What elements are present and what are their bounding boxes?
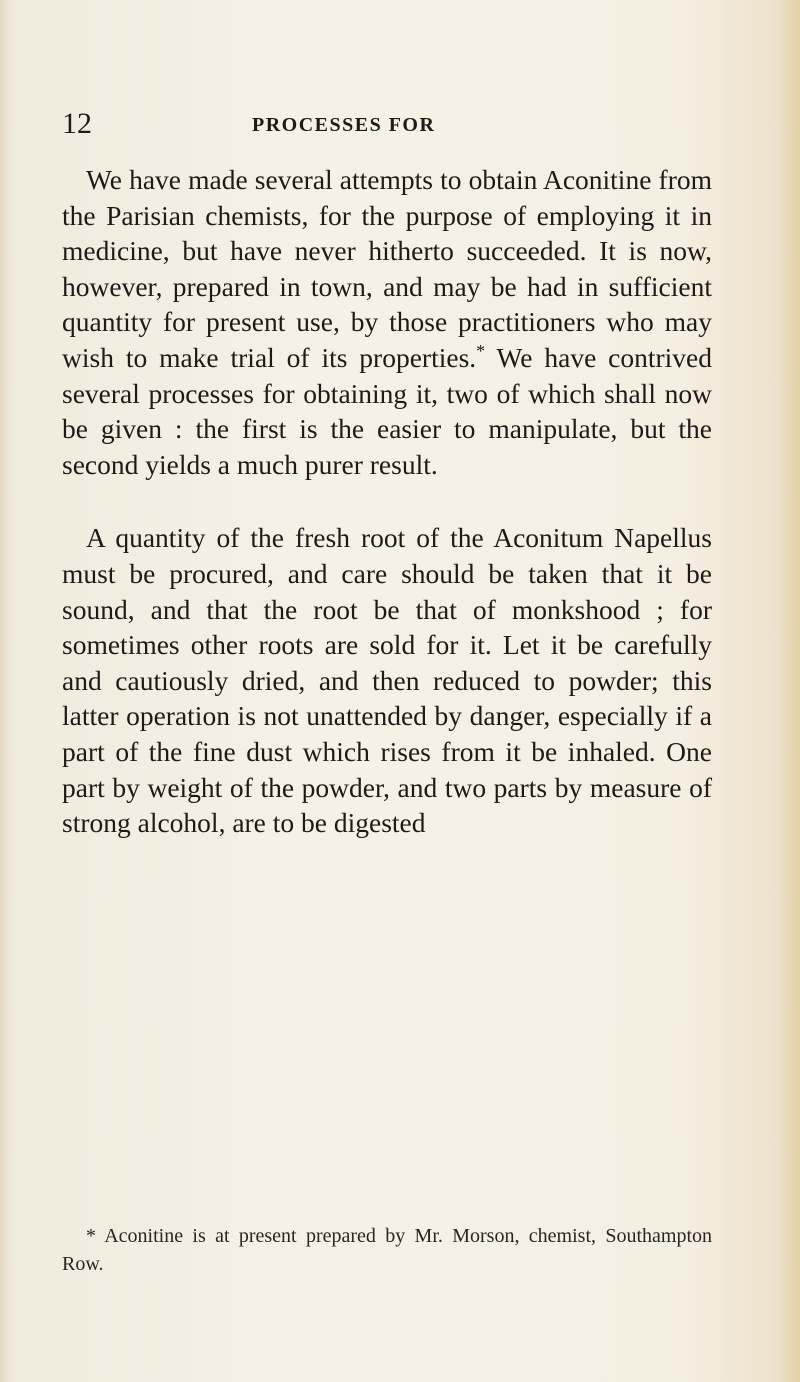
body-text xyxy=(62,162,712,841)
footnote-text xyxy=(62,1222,712,1278)
footnote-reference-mark: * xyxy=(476,340,486,361)
footnote xyxy=(62,1222,712,1278)
page-header xyxy=(62,104,662,144)
paragraph-2: A quantity of the fresh root of the Aconitum Napellus must be procured, and care should be taken that it be sound, and that the root be that of monkshood ; for sometimes other roots are sold for it. Let it be carefully and cautiously dried, and then reduced to powder; this latter operation is not unattended by danger, especially if a part of the fine dust which rises from it be inhaled. One part by weight of the powder, and two parts by measure of strong alcohol, are to be digested xyxy=(62,522,712,839)
page-left-edge-shadow xyxy=(0,0,14,1382)
page-right-edge-shadow xyxy=(778,0,800,1382)
running-head: PROCESSES FOR xyxy=(252,114,436,136)
paragraph-1 xyxy=(62,162,712,482)
footnote-body: Aconitine is at present prepared by Mr. Morson, chemist, Southampton Row. xyxy=(62,1225,712,1275)
footnote-mark: * xyxy=(86,1225,96,1247)
page-number: 12 xyxy=(62,107,92,140)
paragraph-1-after-note: We have contrived several processes for obtaining it, two of which shall now be given : the first is the easier to manipulate, but the second yields a much purer result. xyxy=(62,341,713,480)
paragraph-1-before-note: We have made several attempts to obtain Aconitine from the Parisian chemists, for the purpose of employing it in medicine, but have never hitherto succeeded. It is now, however, prepared in town, and may be had in sufficient quantity for present use, by those practitioners who may wish to make trial of its properties. xyxy=(62,164,712,373)
